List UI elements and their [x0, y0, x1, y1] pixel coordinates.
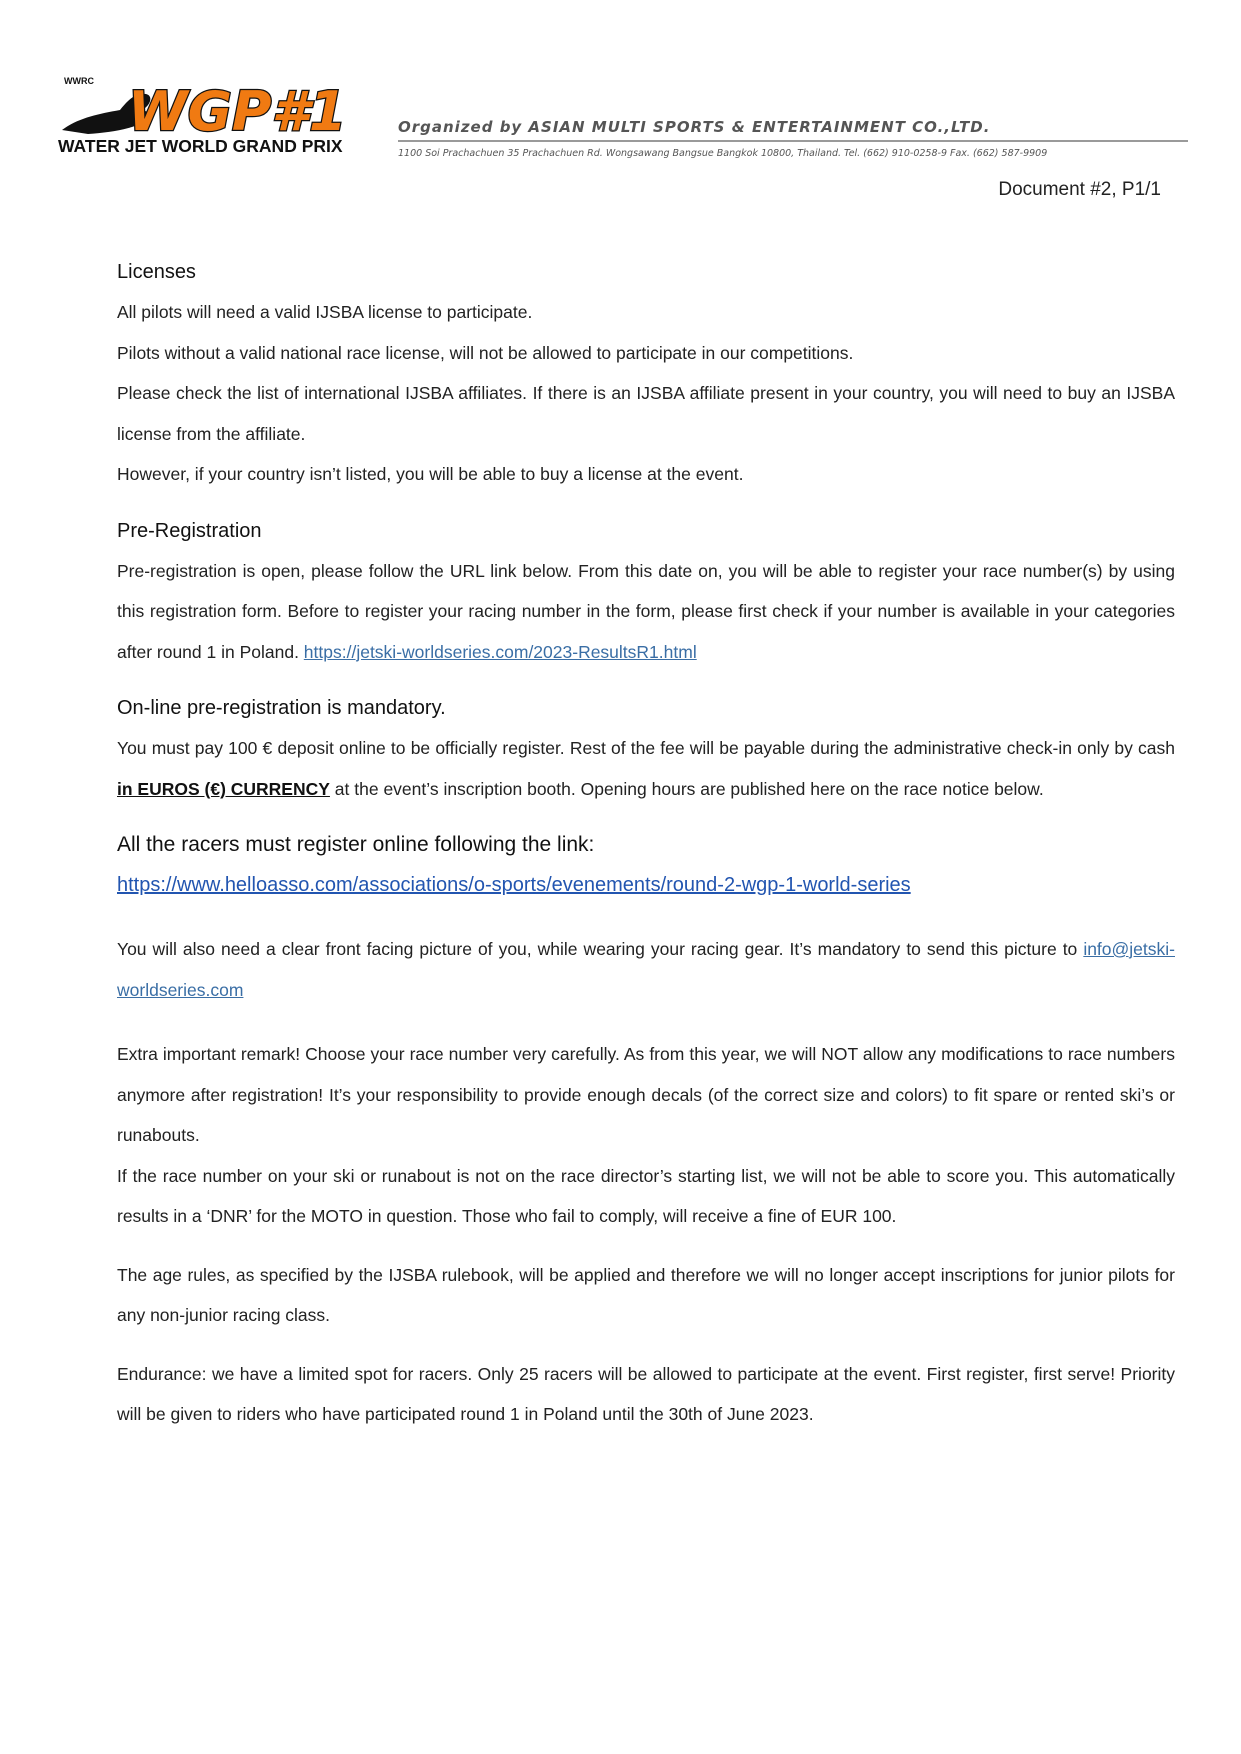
header-divider — [398, 140, 1188, 142]
currency-emphasis: in EUROS (€) CURRENCY — [117, 778, 330, 799]
pre-registration-heading: Pre-Registration — [117, 519, 262, 542]
endurance-paragraph: Endurance: we have a limited spot for racers. Only 25 racers will be allowed to participate at the event. First register, first serve! Priority will be given to riders who have participated round 1 in Poland until the 30th of June 2023. — [117, 1363, 1175, 1424]
race-number-remark: Extra important remark! Choose your race number very carefully. As from this year, we will NOT allow any modifications to race numbers anymore after registration! It’s your responsibility to provide enough decals (of the correct size and colors) to fit spare or rented ski’s or runabouts. — [117, 1044, 1175, 1145]
logo-subtitle: WATER JET WORLD GRAND PRIX — [58, 136, 343, 156]
logo-main-text: WGP#1 — [128, 80, 347, 143]
online-fee-paragraph: You must pay 100 € deposit online to be officially register. Rest of the fee will be payable during the administrative check-in only by cash in EUROS (€) CURRENCY at the event’s inscription booth. Opening hours are published here on the race notice below. — [117, 738, 1175, 799]
contact-email-link[interactable]: info@jetski-worldseries.com — [117, 939, 1175, 1000]
helloasso-registration-link[interactable]: https://www.helloasso.com/associations/o-sports/evenements/round-2-wgp-1-world-series — [117, 874, 911, 896]
licenses-paragraph-4: However, if your country isn’t listed, you will be able to buy a license at the event. — [117, 464, 744, 484]
logo-small-text: WWRC — [64, 76, 94, 86]
licenses-paragraph-2: Pilots without a valid national race license, will not be allowed to participate in our competitions. — [117, 342, 854, 363]
document-body — [117, 258, 1175, 1435]
licenses-paragraph-1: All pilots will need a valid IJSBA license to participate. — [117, 302, 533, 322]
picture-paragraph: You will also need a clear front facing picture of you, while wearing your racing gear. It’s mandatory to send this picture to info@jetski-worldseries.com — [117, 939, 1175, 1000]
pre-registration-paragraph: Pre-registration is open, please follow the URL link below. From this date on, you will be able to register your race number(s) by using this registration form. Before to register your racing number in the form, please first check if your number is available in your categories after round 1 in Poland. https://jetski-worldseries.com/2023-ResultsR1.html — [117, 560, 1175, 662]
starting-list-remark: If the race number on your ski or runabout is not on the race director’s starting list, we will not be able to score you. This automatically results in a ‘DNR’ for the MOTO in question. Those who fail to comply, will receive a fine of EUR 100. — [117, 1165, 1175, 1226]
online-mandatory-heading: On-line pre-registration is mandatory. — [117, 697, 446, 719]
document-reference: Document #2, P1/1 — [998, 179, 1161, 200]
wgp-logo — [58, 70, 378, 165]
organizer-address: 1100 Soi Prachachuen 35 Prachachuen Rd. Wongsawang Bangsue Bangkok 10800, Thailand. Tel. (662) 910-0258-9 Fax. (662) 587-9909 — [398, 148, 1048, 159]
results-link[interactable]: https://jetski-worldseries.com/2023-ResultsR1.html — [303, 641, 697, 662]
organizer-block — [398, 118, 1188, 159]
letterhead — [58, 70, 1188, 180]
licenses-paragraph-3: Please check the list of international IJSBA affiliates. If there is an IJSBA affiliate present in your country, you will need to buy an IJSBA license from the affiliate. — [117, 383, 1175, 444]
age-rules-paragraph: The age rules, as specified by the IJSBA rulebook, will be applied and therefore we will no longer accept inscriptions for junior pilots for any non-junior racing class. — [117, 1264, 1175, 1325]
licenses-heading: Licenses — [117, 261, 196, 283]
organizer-name: Organized by ASIAN MULTI SPORTS & ENTERTAINMENT CO.,LTD. — [398, 118, 991, 136]
register-online-heading: All the racers must register online following the link: — [117, 833, 595, 856]
